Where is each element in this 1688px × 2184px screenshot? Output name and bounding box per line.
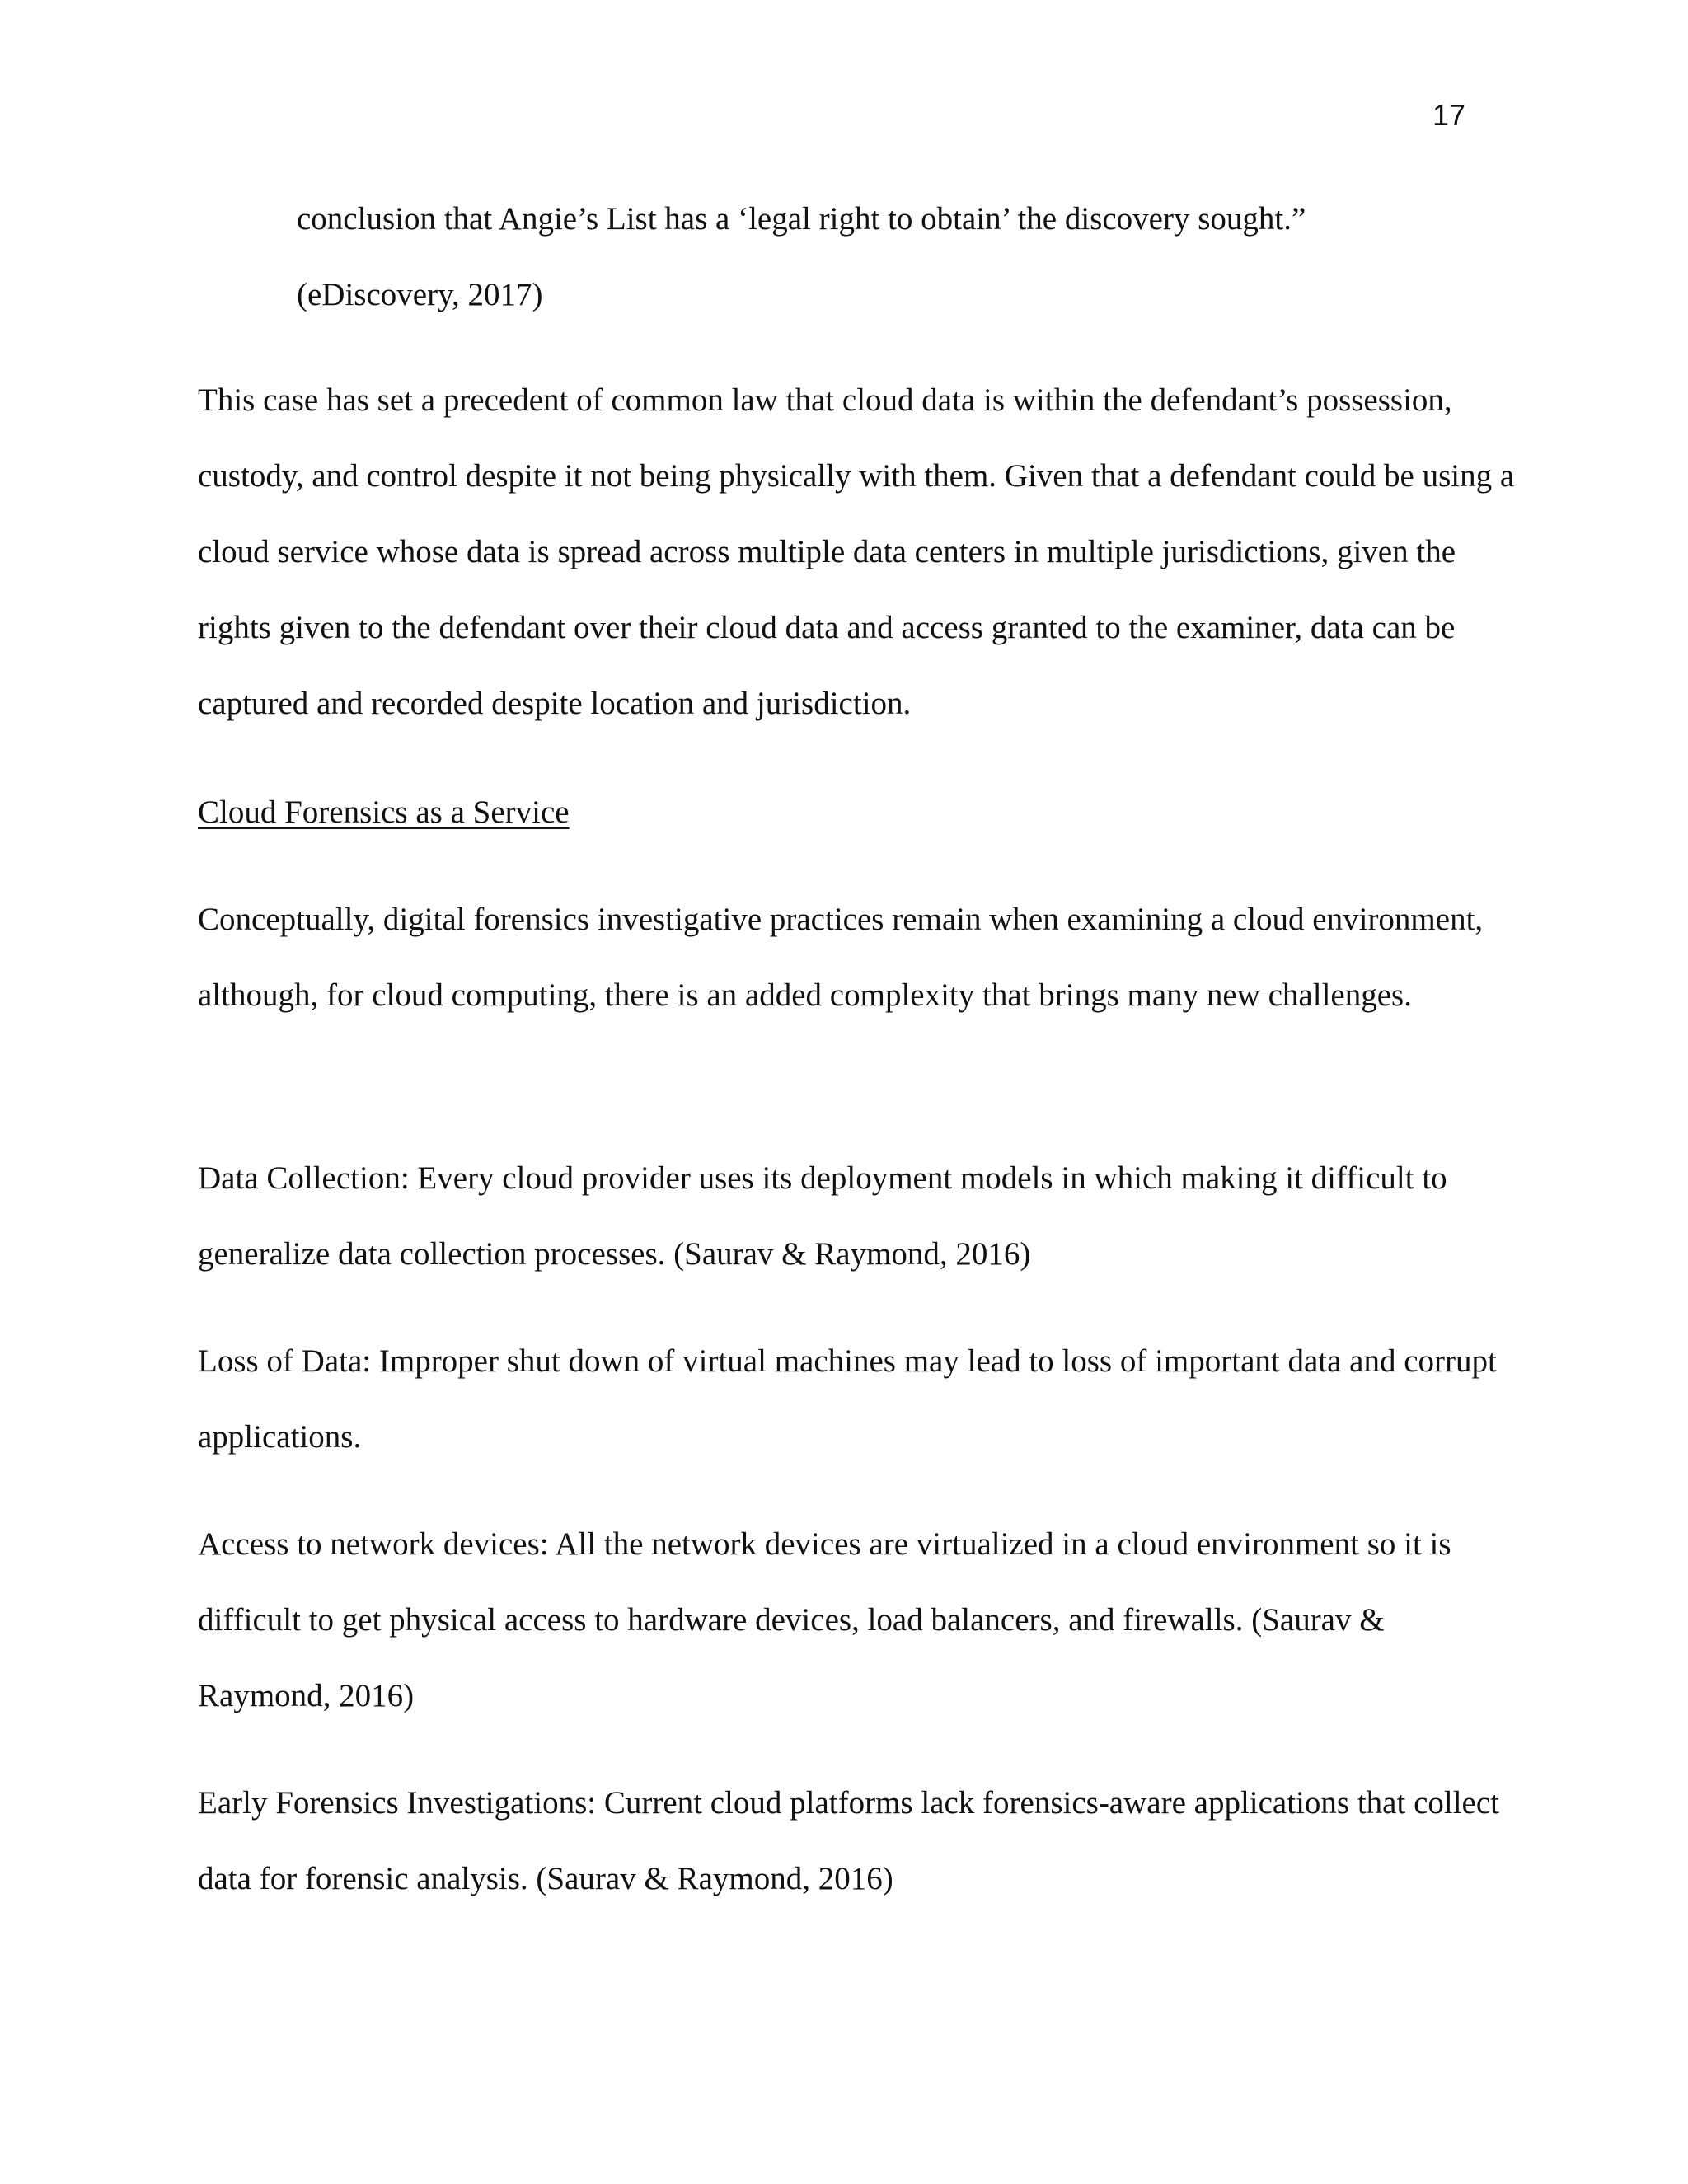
block-quote	[297, 181, 1525, 333]
section-heading: Cloud Forensics as a Service	[198, 794, 570, 830]
paragraph-conceptually: Conceptually, digital forensics investigative practices remain when examining a cloud environment, although, for cloud computing, there is an added complexity that brings many new challenges.	[198, 902, 1484, 1013]
quote-citation: (eDiscovery, 2017)	[297, 277, 543, 312]
page-number: 17	[1432, 98, 1465, 132]
quote-line-1: conclusion that Angie’s List has a ‘legal right to obtain’ the discovery sought.”	[297, 201, 1306, 237]
paragraph-data-collection: Data Collection: Every cloud provider uses its deployment models in which making it difficult to generalize data collection processes. (Saurav & Raymond, 2016)	[198, 1160, 1447, 1272]
paragraph-precedent: This case has set a precedent of common law that cloud data is within the defendant’s possession, custody, and control despite it not being physically with them. Given that a defendant could be using a cloud service whose data is spread across multiple data centers in multiple jurisdictions, given the rights given to the defendant over their cloud data and access granted to the examiner, data can be captured and recorded despite location and jurisdiction.	[198, 382, 1515, 721]
paragraph-network-devices: Access to network devices: All the network devices are virtualized in a cloud environment so it is difficult to get physical access to hardware devices, load balancers, and firewalls. (Saurav & Raymond, 2016)	[198, 1526, 1451, 1713]
paragraph-early-forensics: Early Forensics Investigations: Current cloud platforms lack forensics-aware applications that collect data for forensic analysis. (Saurav & Raymond, 2016)	[198, 1785, 1500, 1896]
paragraph-loss-of-data: Loss of Data: Improper shut down of virtual machines may lead to loss of important data and corrupt applications.	[198, 1343, 1497, 1455]
